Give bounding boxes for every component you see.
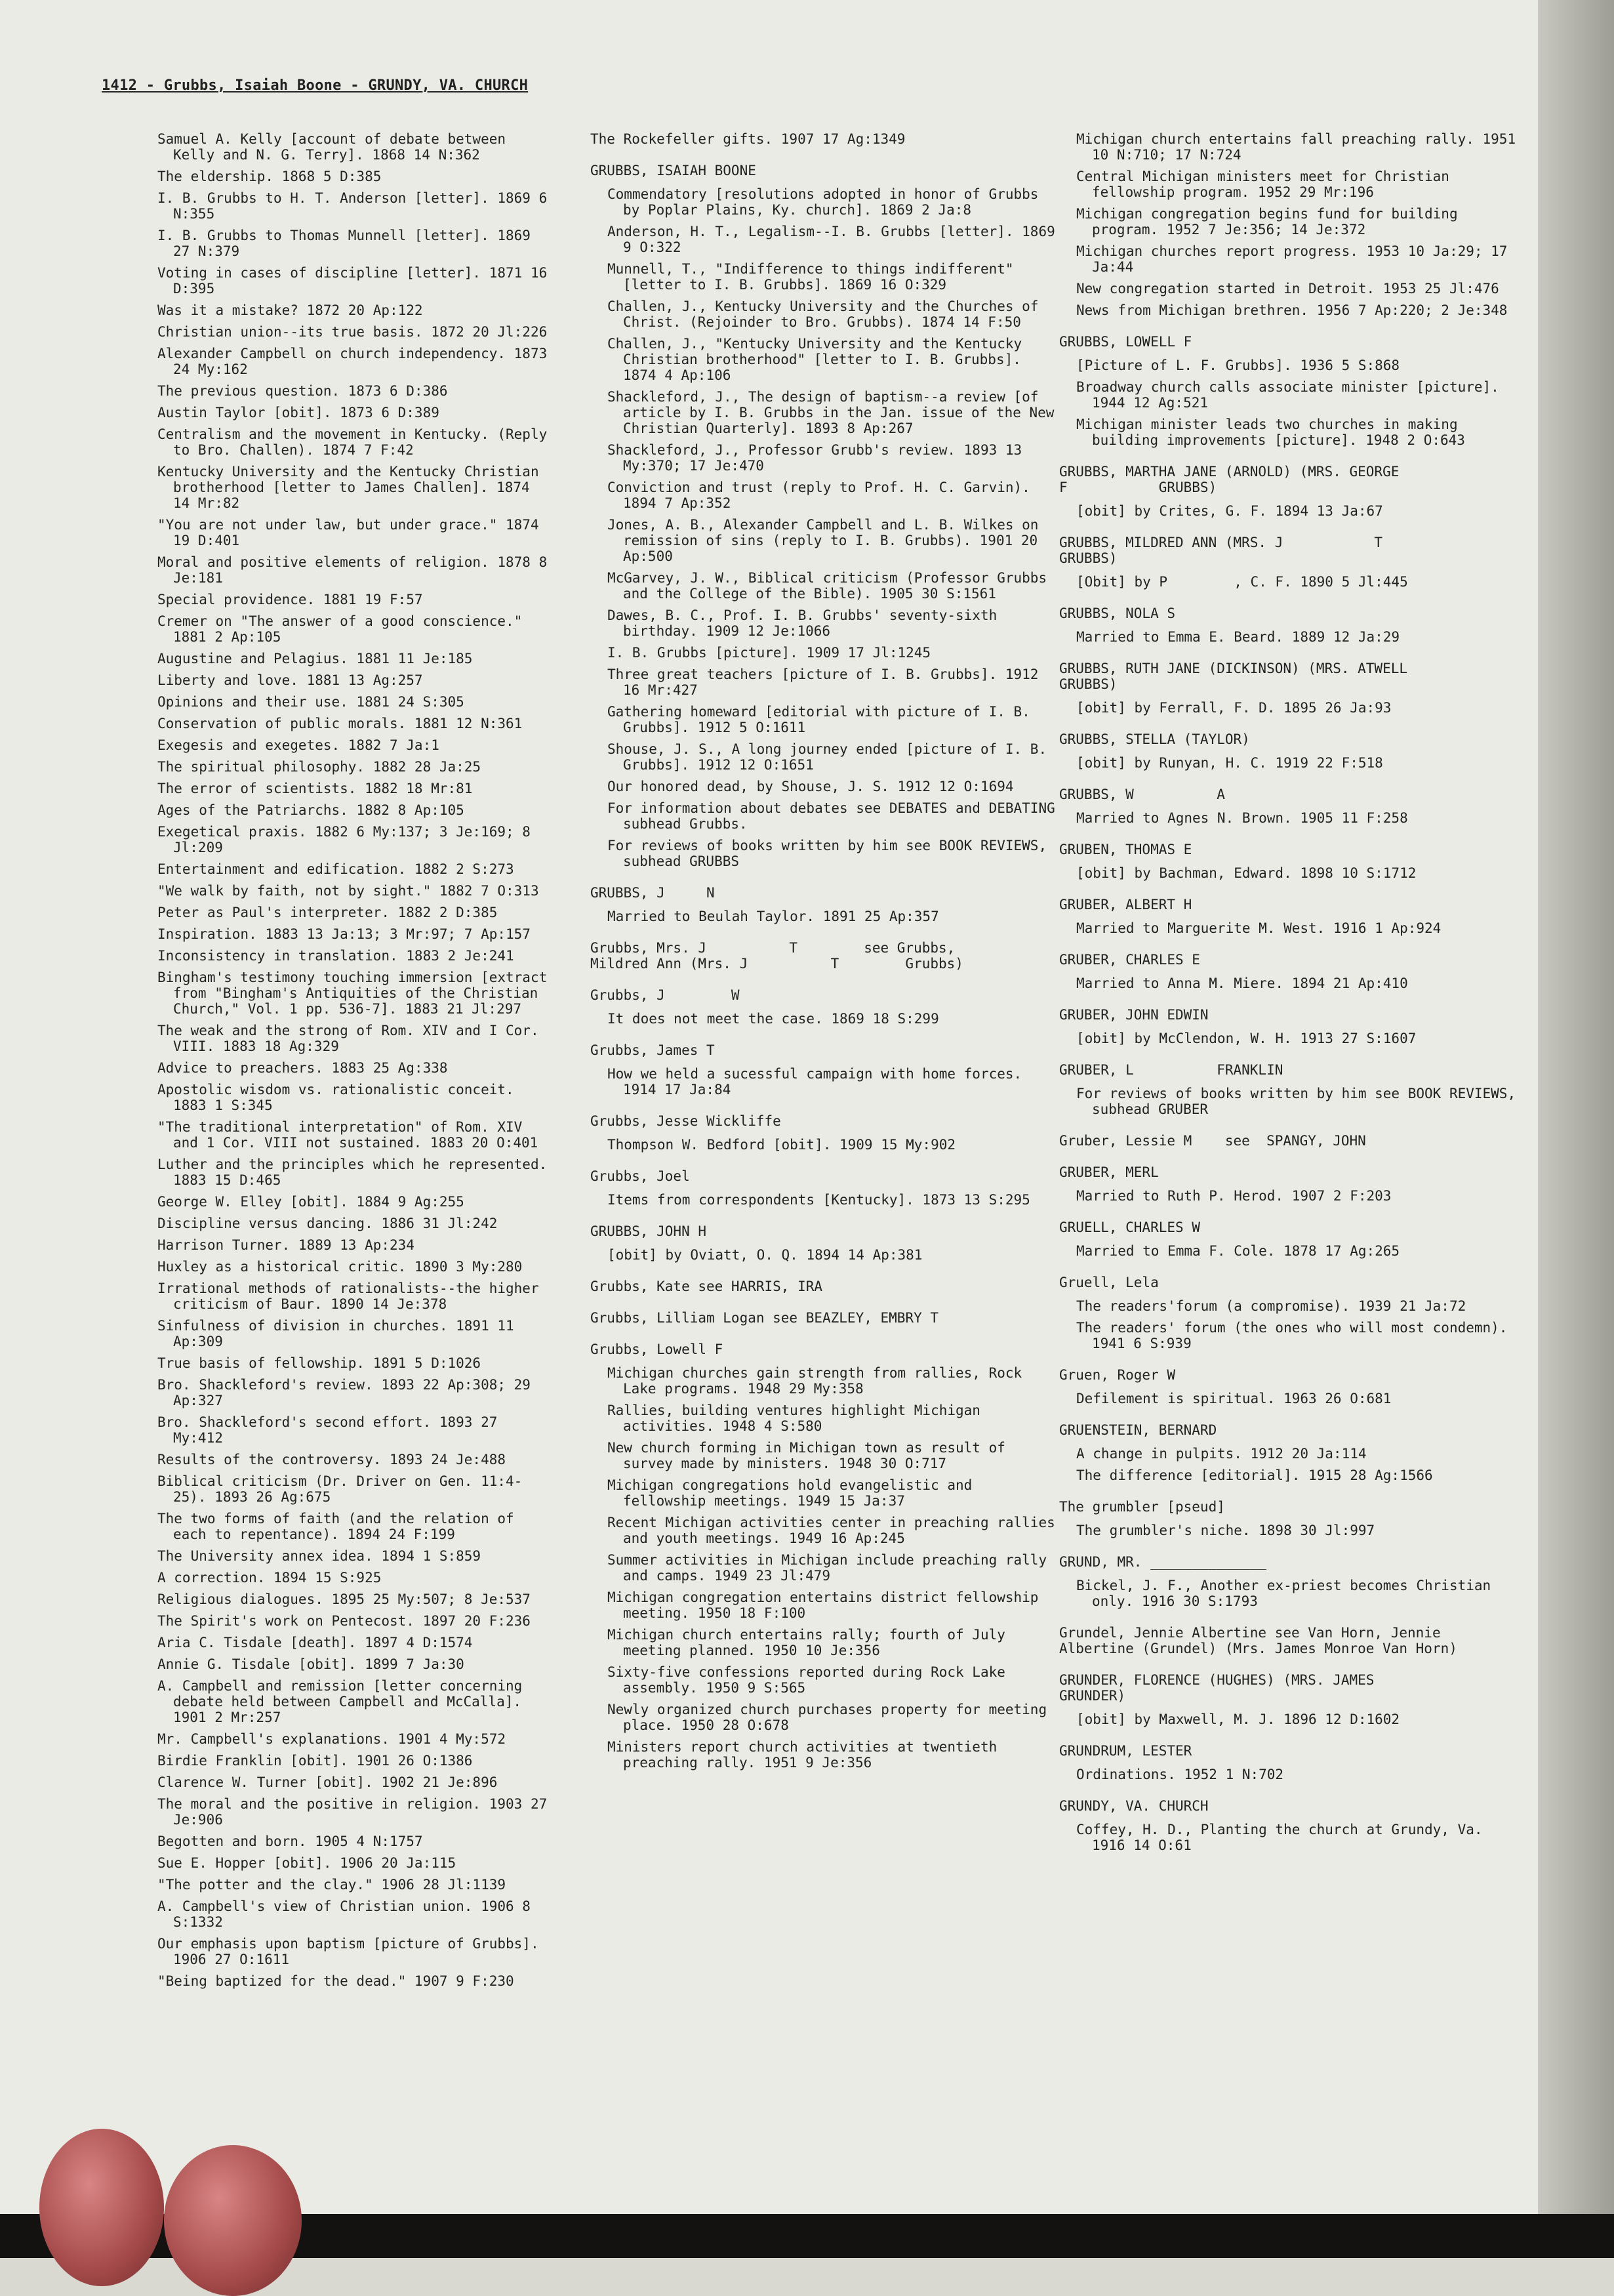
entry: Married to Emma F. Cole. 1878 17 Ag:265: [1076, 1243, 1400, 1259]
index-heading: GRUNDRUM, LESTER: [1059, 1743, 1192, 1759]
entry: The readers' forum (the ones who will most condemn). 1941 6 S:939: [1076, 1320, 1516, 1351]
entry: "The potter and the clay." 1906 28 Jl:1139: [157, 1877, 506, 1893]
entry: Jones, A. B., Alexander Campbell and L. B. Wilkes on remission of sins (reply to I. B. Grubbs). 1901 20 Ap:500: [607, 517, 1047, 564]
entry: Exegetical praxis. 1882 6 My:137; 3 Je:169; 8 Jl:209: [157, 824, 539, 855]
entry: Married to Beulah Taylor. 1891 25 Ap:357: [607, 909, 939, 924]
entry: The previous question. 1873 6 D:386: [157, 383, 448, 399]
entry: [obit] by Crites, G. F. 1894 13 Ja:67: [1076, 503, 1383, 519]
entry: Harrison Turner. 1889 13 Ap:234: [157, 1237, 414, 1253]
entry: Entertainment and edification. 1882 2 S:273: [157, 861, 514, 877]
entry: Defilement is spiritual. 1963 26 O:681: [1076, 1391, 1392, 1406]
entry: Shackleford, J., Professor Grubb's review. 1893 13 My:370; 17 Je:470: [607, 442, 1030, 474]
index-heading: GRUND, MR. ______________: [1059, 1554, 1267, 1570]
entry: A. Campbell's view of Christian union. 1906 8 S:1332: [157, 1898, 539, 1930]
entry: Munnell, T., "Indifference to things indifferent" [letter to I. B. Grubbs]. 1869 16 O:329: [607, 261, 1022, 293]
entry: Sue E. Hopper [obit]. 1906 20 Ja:115: [157, 1855, 456, 1871]
entry: George W. Elley [obit]. 1884 9 Ag:255: [157, 1194, 464, 1210]
index-heading: Gruen, Roger W: [1059, 1367, 1176, 1383]
entry: Liberty and love. 1881 13 Ag:257: [157, 672, 423, 688]
entry: The error of scientists. 1882 18 Mr:81: [157, 781, 473, 796]
entry: Ages of the Patriarchs. 1882 8 Ap:105: [157, 802, 464, 818]
entry: Newly organized church purchases property for meeting place. 1950 28 O:678: [607, 1702, 1055, 1733]
entry: Alexander Campbell on church independency. 1873 24 My:162: [157, 346, 555, 377]
entry: Challen, J., "Kentucky University and the Kentucky Christian brotherhood" [letter to I. B. Grubbs]. 1874 4 Ap:106: [607, 336, 1030, 383]
index-heading: GRUBBS, ISAIAH BOONE: [590, 163, 756, 178]
entry: Centralism and the movement in Kentucky. (Reply to Bro. Challen). 1874 7 F:42: [157, 426, 555, 458]
entry: Coffey, H. D., Planting the church at Grundy, Va. 1916 14 O:61: [1076, 1822, 1491, 1853]
entry: Recent Michigan activities center in preaching rallies and youth meetings. 1949 16 Ap:245: [607, 1515, 1064, 1546]
entry: Broadway church calls associate minister [picture]. 1944 12 Ag:521: [1076, 379, 1508, 411]
entry: Married to Anna M. Miere. 1894 21 Ap:410: [1076, 975, 1408, 991]
index-heading: GRUBER, ALBERT H: [1059, 897, 1192, 912]
entry: Irrational methods of rationalists--the higher criticism of Baur. 1890 14 Je:378: [157, 1281, 548, 1312]
entry: Gathering homeward [editorial with picture of I. B. Grubbs]. 1912 5 O:1611: [607, 704, 1039, 735]
entry: For reviews of books written by him see BOOK REVIEWS, subhead GRUBBS: [607, 838, 1055, 869]
index-heading: Grubbs, J W: [590, 987, 740, 1003]
thumb-image: [164, 2145, 302, 2296]
index-heading: GRUBBS, RUTH JANE (DICKINSON) (MRS. ATWELL GRUBBS): [1059, 661, 1408, 692]
index-heading: Gruell, Lela: [1059, 1275, 1159, 1290]
entry: Exegesis and exegetes. 1882 7 Ja:1: [157, 737, 439, 753]
entry: Commendatory [resolutions adopted in honor of Grubbs by Poplar Plains, Ky. church]. 1869 2 Ja:8: [607, 186, 1047, 218]
entry: I. B. Grubbs [picture]. 1909 17 Jl:1245: [607, 645, 931, 661]
entry: Michigan church entertains fall preaching rally. 1951 10 N:710; 17 N:724: [1076, 131, 1524, 163]
index-heading: GRUNDER, FLORENCE (HUGHES) (MRS. JAMES GRUNDER): [1059, 1672, 1375, 1704]
index-heading: GRUBER, JOHN EDWIN: [1059, 1007, 1209, 1023]
column-3: [1059, 131, 1524, 1859]
entry: Inspiration. 1883 13 Ja:13; 3 Mr:97; 7 Ap:157: [157, 926, 531, 942]
index-heading: The grumbler [pseud]: [1059, 1499, 1225, 1515]
entry: I. B. Grubbs to H. T. Anderson [letter]. 1869 6 N:355: [157, 190, 555, 222]
index-heading: Grundel, Jennie Albertine see Van Horn, Jennie Albertine (Grundel) (Mrs. James Monroe Van Horn): [1059, 1625, 1457, 1656]
index-heading: GRUBEN, THOMAS E: [1059, 842, 1192, 857]
entry: Bro. Shackleford's second effort. 1893 27 My:412: [157, 1414, 506, 1446]
entry: Religious dialogues. 1895 25 My:507; 8 Je:537: [157, 1591, 531, 1607]
entry: Mr. Campbell's explanations. 1901 4 My:572: [157, 1731, 506, 1747]
index-heading: GRUBBS, MILDRED ANN (MRS. J T GRUBBS): [1059, 535, 1383, 566]
entry: Conviction and trust (reply to Prof. H. C. Garvin). 1894 7 Ap:352: [607, 480, 1039, 511]
entry: Apostolic wisdom vs. rationalistic conceit. 1883 1 S:345: [157, 1082, 523, 1113]
entry: The spiritual philosophy. 1882 28 Ja:25: [157, 759, 481, 775]
entry: [Picture of L. F. Grubbs]. 1936 5 S:868: [1076, 358, 1400, 373]
index-heading: Grubbs, Joel: [590, 1168, 690, 1184]
index-heading: Grubbs, Kate see HARRIS, IRA: [590, 1279, 823, 1294]
entry: Clarence W. Turner [obit]. 1902 21 Je:896: [157, 1774, 498, 1790]
entry: Thompson W. Bedford [obit]. 1909 15 My:902: [607, 1137, 956, 1153]
entry: Challen, J., Kentucky University and the Churches of Christ. (Rejoinder to Bro. Grubbs). 1874 14 F:50: [607, 298, 1047, 330]
entry: The weak and the strong of Rom. XIV and I Cor. VIII. 1883 18 Ag:329: [157, 1023, 548, 1054]
entry: Bingham's testimony touching immersion [extract from "Bingham's Antiquities of the Christian Church," Vol. 1 pp. 536-7]. 1883 21 Jl:297: [157, 970, 555, 1017]
entry: Discipline versus dancing. 1886 31 Jl:242: [157, 1216, 498, 1231]
entry: Biblical criticism (Dr. Driver on Gen. 11:4-25). 1893 26 Ag:675: [157, 1473, 523, 1505]
entry: Samuel A. Kelly [account of debate between Kelly and N. G. Terry]. 1868 14 N:362: [157, 131, 514, 163]
entry: Luther and the principles which he represented. 1883 15 D:465: [157, 1157, 555, 1188]
entry: Michigan congregation entertains district fellowship meeting. 1950 18 F:100: [607, 1589, 1047, 1621]
entry: Shackleford, J., The design of baptism--a review [of article by I. B. Grubbs in the Jan. issue of the New Christian Quarterly]. 1893 8 Ap:267: [607, 389, 1063, 436]
entry: Michigan churches report progress. 1953 10 Ja:29; 17 Ja:44: [1076, 243, 1516, 275]
index-heading: GRUBBS, MARTHA JANE (ARNOLD) (MRS. GEORGE F GRUBBS): [1059, 464, 1400, 495]
entry: Our emphasis upon baptism [picture of Grubbs]. 1906 27 O:1611: [157, 1936, 548, 1967]
entry: [obit] by McClendon, W. H. 1913 27 S:1607: [1076, 1031, 1417, 1046]
entry: Michigan minister leads two churches in making building improvements [picture]. 1948 2 O:643: [1076, 417, 1466, 448]
entry: Items from correspondents [Kentucky]. 1873 13 S:295: [607, 1192, 1030, 1208]
entry: [obit] by Runyan, H. C. 1919 22 F:518: [1076, 755, 1383, 771]
entry: Sinfulness of division in churches. 1891 11 Ap:309: [157, 1318, 523, 1349]
entry: [obit] by Maxwell, M. J. 1896 12 D:1602: [1076, 1712, 1400, 1727]
entry: "Being baptized for the dead." 1907 9 F:230: [157, 1973, 514, 1989]
entry: Results of the controversy. 1893 24 Je:488: [157, 1452, 506, 1467]
entry: Augustine and Pelagius. 1881 11 Je:185: [157, 651, 473, 666]
entry: For reviews of books written by him see BOOK REVIEWS, subhead GRUBER: [1076, 1086, 1524, 1117]
index-heading: GRUBBS, J N: [590, 885, 715, 901]
index-heading: GRUNDY, VA. CHURCH: [1059, 1798, 1209, 1814]
entry: It does not meet the case. 1869 18 S:299: [607, 1011, 939, 1027]
entry: The eldership. 1868 5 D:385: [157, 169, 382, 184]
index-heading: GRUBER, MERL: [1059, 1164, 1159, 1180]
entry: Christian union--its true basis. 1872 20 Jl:226: [157, 324, 548, 340]
entry: The moral and the positive in religion. 1903 27 Je:906: [157, 1796, 555, 1828]
entry: [obit] by Ferrall, F. D. 1895 26 Ja:93: [1076, 700, 1392, 716]
entry: Birdie Franklin [obit]. 1901 26 O:1386: [157, 1753, 473, 1769]
entry: The readers'forum (a compromise). 1939 21 Ja:72: [1076, 1298, 1466, 1314]
column-1: [157, 131, 555, 1995]
index-heading: GRUELL, CHARLES W: [1059, 1220, 1200, 1235]
entry: Michigan church entertains rally; fourth of July meeting planned. 1950 10 Je:356: [607, 1627, 1014, 1658]
entry: The two forms of faith (and the relation of each to repentance). 1894 24 F:199: [157, 1511, 523, 1542]
entry: Bro. Shackleford's review. 1893 22 Ap:308; 29 Ap:327: [157, 1377, 539, 1408]
index-heading: GRUBBS, NOLA S: [1059, 605, 1176, 621]
entry: How we held a sucessful campaign with home forces. 1914 17 Ja:84: [607, 1066, 1030, 1097]
index-heading: GRUENSTEIN, BERNARD: [1059, 1422, 1217, 1438]
entry: Huxley as a historical critic. 1890 3 My:280: [157, 1259, 523, 1275]
page-edge-shadow: [1538, 0, 1614, 2258]
entry: Married to Emma E. Beard. 1889 12 Ja:29: [1076, 629, 1400, 645]
entry: Begotten and born. 1905 4 N:1757: [157, 1834, 423, 1849]
entry-groups: [590, 885, 1062, 1771]
index-heading: Grubbs, James T: [590, 1042, 715, 1058]
entry: [Obit] by P , C. F. 1890 5 Jl:445: [1076, 574, 1408, 590]
column-2: [590, 131, 1062, 1776]
entry: Married to Agnes N. Brown. 1905 11 F:258: [1076, 810, 1408, 826]
index-heading: Gruber, Lessie M see SPANGY, JOHN: [1059, 1133, 1366, 1149]
entry: I. B. Grubbs to Thomas Munnell [letter]. 1869 27 N:379: [157, 228, 539, 259]
entry: Conservation of public morals. 1881 12 N:361: [157, 716, 523, 731]
entry: Michigan congregations hold evangelistic and fellowship meetings. 1949 15 Ja:37: [607, 1477, 980, 1509]
entry: Advice to preachers. 1883 25 Ag:338: [157, 1060, 448, 1076]
entry: Anderson, H. T., Legalism--I. B. Grubbs [letter]. 1869 9 O:322: [607, 224, 1064, 255]
entry: Aria C. Tisdale [death]. 1897 4 D:1574: [157, 1635, 473, 1650]
entry: "We walk by faith, not by sight." 1882 7 O:313: [157, 883, 539, 899]
index-heading: Grubbs, Mrs. J T see Grubbs, Mildred Ann (Mrs. J T Grubbs): [590, 940, 963, 972]
entry: McGarvey, J. W., Biblical criticism (Professor Grubbs and the College of the Bible). 1905 30 S:1561: [607, 570, 1055, 602]
entry: For information about debates see DEBATES and DEBATING subhead Grubbs.: [607, 800, 1064, 832]
entry: Peter as Paul's interpreter. 1882 2 D:385: [157, 905, 498, 920]
entry: The difference [editorial]. 1915 28 Ag:1566: [1076, 1467, 1433, 1483]
index-heading: GRUBBS, JOHN H: [590, 1223, 707, 1239]
entry: News from Michigan brethren. 1956 7 Ap:220; 2 Je:348: [1076, 302, 1508, 318]
index-heading: Grubbs, Lowell F: [590, 1342, 723, 1357]
entry: Our honored dead, by Shouse, J. S. 1912 12 O:1694: [607, 779, 1014, 794]
index-heading: Grubbs, Jesse Wickliffe: [590, 1113, 781, 1129]
entry: Was it a mistake? 1872 20 Ap:122: [157, 302, 423, 318]
entry: The grumbler's niche. 1898 30 Jl:997: [1076, 1523, 1375, 1538]
running-header: 1412 - Grubbs, Isaiah Boone - GRUNDY, VA. CHURCH: [102, 77, 529, 94]
entry-list: [590, 186, 1062, 869]
entry: New congregation started in Detroit. 1953 25 Jl:476: [1076, 281, 1499, 297]
entry: Kentucky University and the Kentucky Christian brotherhood [letter to James Challen]. 1874 14 Mr:82: [157, 464, 548, 511]
index-heading: GRUBBS, STELLA (TAYLOR): [1059, 731, 1250, 747]
entry: Austin Taylor [obit]. 1873 6 D:389: [157, 405, 439, 420]
entry: "You are not under law, but under grace." 1874 19 D:401: [157, 517, 548, 548]
entry: Three great teachers [picture of I. B. Grubbs]. 1912 16 Mr:427: [607, 666, 1047, 698]
index-heading: GRUBER, L FRANKLIN: [1059, 1062, 1283, 1078]
entry: Inconsistency in translation. 1883 2 Je:241: [157, 948, 514, 964]
entry: Annie G. Tisdale [obit]. 1899 7 Ja:30: [157, 1656, 464, 1672]
index-heading: GRUBBS, LOWELL F: [1059, 334, 1192, 350]
entry: True basis of fellowship. 1891 5 D:1026: [157, 1355, 481, 1371]
entry: The Rockefeller gifts. 1907 17 Ag:1349: [590, 131, 906, 147]
entry: Married to Ruth P. Herod. 1907 2 F:203: [1076, 1188, 1392, 1204]
entry: Voting in cases of discipline [letter]. 1871 16 D:395: [157, 265, 555, 297]
entry: Shouse, J. S., A long journey ended [picture of I. B. Grubbs]. 1912 12 O:1651: [607, 741, 1055, 773]
entry: Dawes, B. C., Prof. I. B. Grubbs' seventy-sixth birthday. 1909 12 Je:1066: [607, 607, 1005, 639]
entry: Cremer on "The answer of a good conscience." 1881 2 Ap:105: [157, 613, 531, 645]
entry: "The traditional interpretation" of Rom. XIV and 1 Cor. VIII not sustained. 1883 20 O:401: [157, 1119, 538, 1151]
entry: The University annex idea. 1894 1 S:859: [157, 1548, 481, 1564]
index-heading: GRUBER, CHARLES E: [1059, 952, 1200, 968]
entry: Ordinations. 1952 1 N:702: [1076, 1767, 1284, 1782]
entry: Michigan congregation begins fund for building program. 1952 7 Je:356; 14 Je:372: [1076, 206, 1466, 237]
entry: Ministers report church activities at twentieth preaching rally. 1951 9 Je:356: [607, 1739, 1005, 1771]
entry: [obit] by Oviatt, O. Q. 1894 14 Ap:381: [607, 1247, 923, 1263]
entry: A correction. 1894 15 S:925: [157, 1570, 382, 1586]
entry: Married to Marguerite M. West. 1916 1 Ap:924: [1076, 920, 1442, 936]
entry: Special providence. 1881 19 F:57: [157, 592, 423, 607]
entry: Rallies, building ventures highlight Michigan activities. 1948 4 S:580: [607, 1403, 989, 1434]
entry: Michigan churches gain strength from rallies, Rock Lake programs. 1948 29 My:358: [607, 1365, 1030, 1397]
entry: A. Campbell and remission [letter concerning debate held between Campbell and McCalla]. 1901 2 Mr:257: [157, 1678, 531, 1725]
entry: New church forming in Michigan town as result of survey made by ministers. 1948 30 O:717: [607, 1440, 1014, 1471]
entry: The Spirit's work on Pentecost. 1897 20 F:236: [157, 1613, 531, 1629]
entry: Moral and positive elements of religion. 1878 8 Je:181: [157, 554, 555, 586]
entry: Opinions and their use. 1881 24 S:305: [157, 694, 464, 710]
entry: Bickel, J. F., Another ex-priest becomes Christian only. 1916 30 S:1793: [1076, 1578, 1499, 1609]
entry: Central Michigan ministers meet for Christian fellowship program. 1952 29 Mr:196: [1076, 169, 1458, 200]
entry: [obit] by Bachman, Edward. 1898 10 S:1712: [1076, 865, 1417, 881]
index-heading: Grubbs, Lilliam Logan see BEAZLEY, EMBRY T: [590, 1310, 939, 1326]
index-heading: GRUBBS, W A: [1059, 787, 1225, 802]
thumb-image: [39, 2129, 164, 2286]
entry: A change in pulpits. 1912 20 Ja:114: [1076, 1446, 1367, 1462]
entry: Summer activities in Michigan include preaching rally and camps. 1949 23 Jl:479: [607, 1552, 1055, 1584]
entry: Sixty-five confessions reported during Rock Lake assembly. 1950 9 S:565: [607, 1664, 1014, 1696]
